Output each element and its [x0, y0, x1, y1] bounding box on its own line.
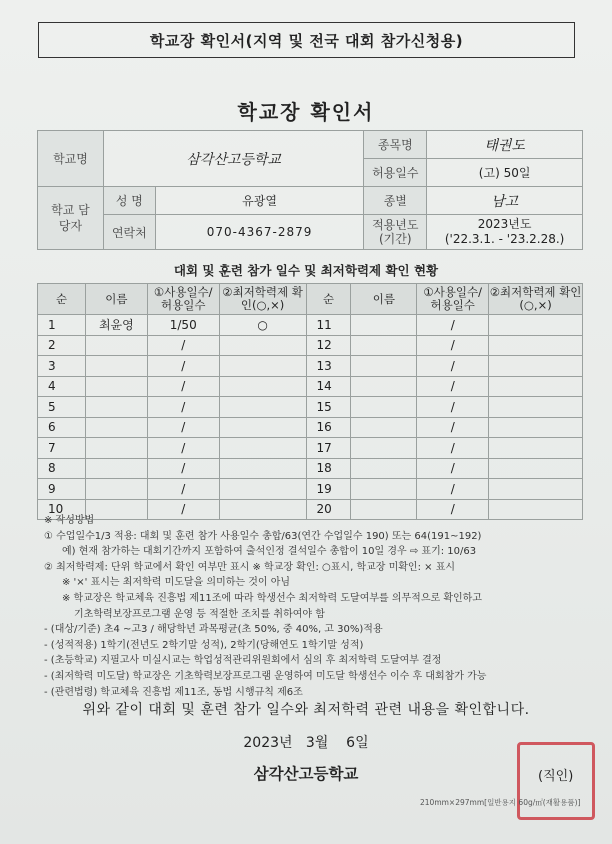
- col-days-left: ①사용일수/ 허용일수: [147, 284, 219, 315]
- student-name: [85, 417, 147, 438]
- sport-value: 태권도: [427, 131, 583, 159]
- academic-check: [489, 397, 583, 418]
- year-value: 2023년도: [477, 217, 532, 231]
- document-title: 학교장 확인서: [237, 100, 375, 124]
- used-days: /: [147, 479, 219, 500]
- used-days: /: [417, 458, 489, 479]
- table-row: [38, 397, 583, 418]
- col-name-right: 이름: [351, 284, 417, 315]
- used-days: /: [417, 356, 489, 377]
- academic-check: [489, 335, 583, 356]
- row-number: 9: [38, 479, 86, 500]
- row-number: 13: [306, 356, 351, 377]
- col-no-left: 순: [38, 284, 86, 315]
- table-row: [38, 335, 583, 356]
- academic-check: [489, 458, 583, 479]
- row-number: 12: [306, 335, 351, 356]
- year-label: 적용년도 (기간): [364, 215, 427, 250]
- table-row: [38, 417, 583, 438]
- allowed-days-value: (고) 50일: [427, 159, 583, 187]
- table-row: [38, 438, 583, 459]
- academic-check: [219, 479, 306, 500]
- gender-value: 남고: [427, 187, 583, 215]
- student-name: [85, 438, 147, 459]
- used-days: /: [417, 479, 489, 500]
- student-name: [85, 458, 147, 479]
- col-check-right: ②최저학력제 확인(○,×): [489, 284, 583, 315]
- school-label: 학교명: [38, 131, 104, 187]
- student-name: [351, 458, 417, 479]
- student-name: [351, 315, 417, 336]
- gender-label: 종별: [364, 187, 427, 215]
- row-number: 10: [38, 499, 86, 520]
- note-line: ② 최저학력제: 단위 학교에서 확인 여부만 표시 ※ 학교장 확인: ○표시, 학교장 미확인: × 표시: [44, 561, 456, 573]
- academic-check: [219, 458, 306, 479]
- allowed-days-label: 허용일수: [364, 159, 427, 187]
- school-signature: 삼각산고등학교: [253, 765, 359, 783]
- academic-check: [489, 438, 583, 459]
- form-title-box: [38, 22, 575, 58]
- student-name: [85, 356, 147, 377]
- note-line: 기초학력보장프로그램 운영 등 적절한 조치를 취하여야 함: [74, 608, 325, 620]
- row-number: 20: [306, 499, 351, 520]
- table-row: [38, 376, 583, 397]
- student-name: [85, 335, 147, 356]
- seal-label: (직인): [538, 769, 574, 784]
- note-line: 예) 현재 참가하는 대회기간까지 포함하여 출석인정 결석일수 총합이 10일 경우 ⇨ 표기: 10/63: [62, 546, 477, 558]
- row-number: 3: [38, 356, 86, 377]
- academic-check: [219, 376, 306, 397]
- student-name: 최윤영: [85, 315, 147, 336]
- academic-check: [489, 356, 583, 377]
- academic-check: [489, 315, 583, 336]
- student-name: [351, 417, 417, 438]
- student-name: [351, 438, 417, 459]
- row-number: 5: [38, 397, 86, 418]
- date-month: 3월: [305, 735, 329, 751]
- note-line: - (최저학력 미도달) 학교장은 기초학력보장프로그램 운영하여 미도달 학생선수 이수 후 대회참가 가능: [44, 670, 487, 682]
- date-year: 2023년: [243, 735, 293, 751]
- form-title: 학교장 확인서(지역 및 전국 대회 참가신청용): [149, 31, 464, 50]
- year-cell: [427, 215, 583, 250]
- academic-check: [219, 335, 306, 356]
- used-days: /: [417, 376, 489, 397]
- manager-label: 학교 담당자: [38, 187, 104, 250]
- school-name: 삼각산고등학교: [103, 131, 363, 187]
- note-line: ※ 학교장은 학교체육 진흥법 제11조에 따라 학생선수 최저학력 도달여부를 의무적으로 확인하고: [62, 592, 482, 604]
- used-days: /: [417, 335, 489, 356]
- used-days: /: [417, 438, 489, 459]
- row-number: 1: [38, 315, 86, 336]
- date-day: 6일: [346, 735, 369, 751]
- col-days-right: ①사용일수/ 허용일수: [417, 284, 489, 315]
- academic-check: [489, 479, 583, 500]
- note-line: - (초등학교) 지필고사 미실시교는 학업성적관리위원회에서 심의 후 최저학력 도달여부 결정: [44, 655, 442, 667]
- contact-value: 070-4367-2879: [155, 215, 364, 250]
- paper-spec: 210mm×297mm[일반용지 60g/㎡(재활용품)]: [420, 798, 581, 807]
- row-number: 2: [38, 335, 86, 356]
- student-name: [351, 335, 417, 356]
- student-name: [351, 397, 417, 418]
- used-days: /: [147, 356, 219, 377]
- student-name: [85, 397, 147, 418]
- table-row: [38, 458, 583, 479]
- used-days: /: [417, 499, 489, 520]
- sport-label: 종목명: [364, 131, 427, 159]
- note-line: ※ 작성방법: [44, 515, 95, 526]
- student-name: [351, 479, 417, 500]
- student-name: [351, 356, 417, 377]
- note-line: ※ '×' 표시는 최저학력 미도달을 의미하는 것이 아님: [62, 577, 291, 589]
- note-line: - (대상/기준) 초4 ~고3 / 해당학년 과목평균(초 50%, 중 40%, 고 30%)적용: [44, 624, 383, 636]
- confirmation-text: 위와 같이 대회 및 훈련 참가 일수와 최저학력 관련 내용을 확인합니다.: [82, 702, 530, 718]
- row-number: 18: [306, 458, 351, 479]
- used-days: /: [147, 376, 219, 397]
- manager-name: 유광열: [155, 187, 364, 215]
- used-days: /: [147, 458, 219, 479]
- student-name: [351, 376, 417, 397]
- used-days: /: [417, 397, 489, 418]
- row-number: 8: [38, 458, 86, 479]
- row-number: 11: [306, 315, 351, 336]
- row-number: 16: [306, 417, 351, 438]
- used-days: /: [147, 397, 219, 418]
- row-number: 19: [306, 479, 351, 500]
- section-title: 대회 및 훈련 참가 일수 및 최저학력제 확인 현황: [173, 263, 439, 278]
- name-label: 성 명: [103, 187, 155, 215]
- col-name-left: 이름: [85, 284, 147, 315]
- used-days: /: [147, 499, 219, 520]
- used-days: 1/50: [147, 315, 219, 336]
- table-row: [38, 356, 583, 377]
- table-row: [38, 479, 583, 500]
- participation-grid: [37, 283, 583, 520]
- row-number: 14: [306, 376, 351, 397]
- grid-header-row: [38, 284, 583, 315]
- contact-label: 연락처: [103, 215, 155, 250]
- academic-check: [219, 397, 306, 418]
- used-days: /: [417, 417, 489, 438]
- table-row: [38, 315, 583, 336]
- used-days: /: [147, 417, 219, 438]
- row-number: 7: [38, 438, 86, 459]
- school-info-table: [37, 130, 583, 250]
- academic-check: [219, 438, 306, 459]
- academic-check: [219, 356, 306, 377]
- period-value: ('22.3.1. - '23.2.28.): [444, 232, 565, 246]
- academic-check: [489, 417, 583, 438]
- academic-check: [219, 417, 306, 438]
- academic-check: [489, 376, 583, 397]
- row-number: 6: [38, 417, 86, 438]
- used-days: /: [147, 335, 219, 356]
- note-line: - (관련법령) 학교체육 진흥법 제11조, 동법 시행규칙 제6조: [44, 686, 303, 698]
- col-check-left: ②최저학력제 확인(○,×): [219, 284, 306, 315]
- note-line: - (성적적용) 1학기(전년도 2학기말 성적), 2학기(당해연도 1학기말 성적): [44, 639, 364, 651]
- academic-check: ○: [219, 315, 306, 336]
- instructions: [44, 513, 584, 700]
- note-line: ① 수업일수1/3 적용: 대회 및 훈련 참가 사용일수 총합/63(연간 수업일수 190) 또는 64(191~192): [44, 530, 482, 542]
- col-no-right: 순: [306, 284, 351, 315]
- row-number: 15: [306, 397, 351, 418]
- used-days: /: [417, 315, 489, 336]
- used-days: /: [147, 438, 219, 459]
- student-name: [85, 376, 147, 397]
- row-number: 17: [306, 438, 351, 459]
- row-number: 4: [38, 376, 86, 397]
- student-name: [85, 479, 147, 500]
